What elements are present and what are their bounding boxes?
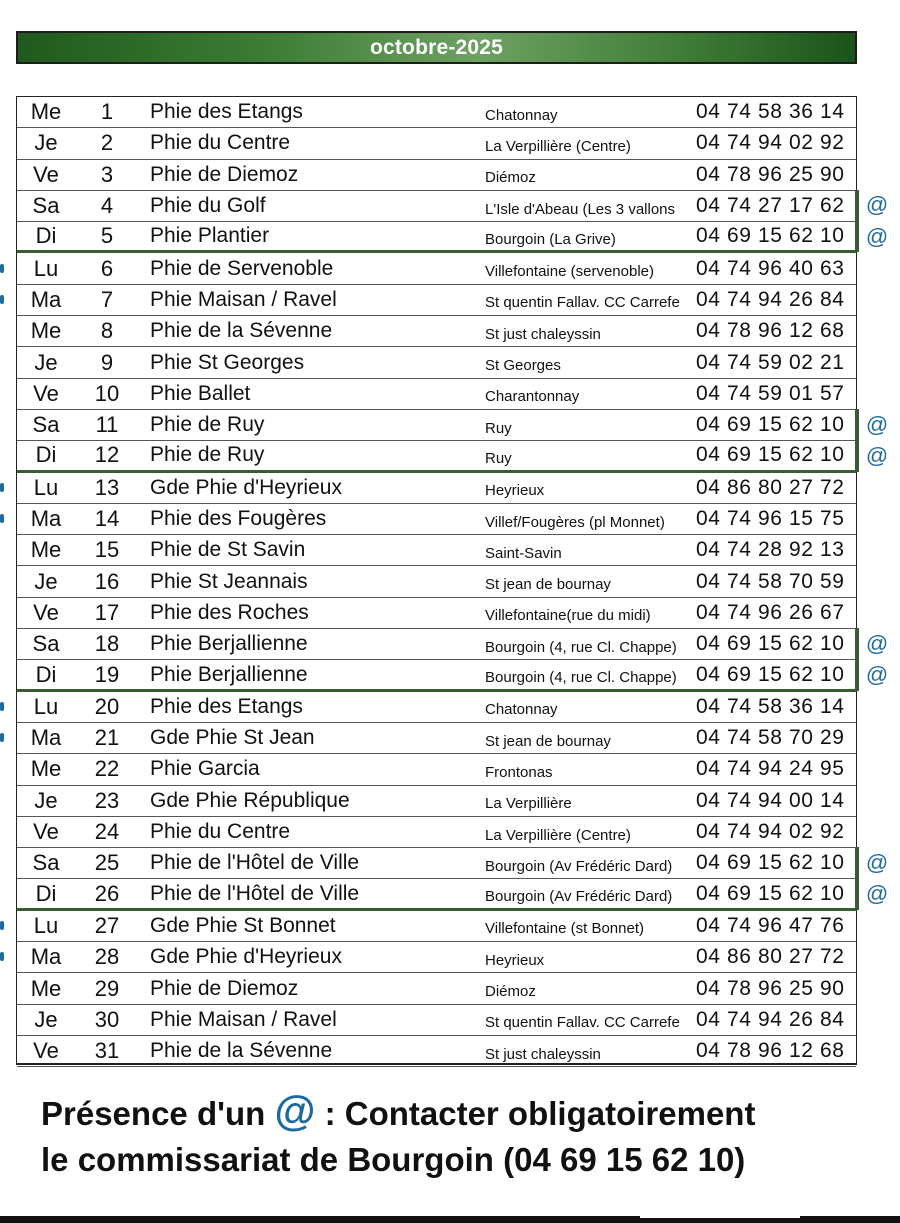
city-cell: Diémoz: [485, 983, 536, 1001]
table-row: [17, 567, 856, 598]
day-cell: Lu: [33, 693, 59, 719]
date-cell: 25: [94, 850, 120, 876]
city-cell: Chatonnay: [485, 701, 558, 719]
weekend-marker: [855, 409, 859, 472]
city-cell: St quentin Fallav. CC Carrefe: [485, 1014, 680, 1032]
phone-cell: 04 74 27 17 62: [696, 194, 845, 218]
at-icon: @: [274, 1087, 316, 1134]
day-cell: Ma: [30, 944, 62, 970]
table-row: [17, 1036, 856, 1067]
date-cell: 12: [94, 442, 120, 468]
pharmacy-name-cell: Phie de l'Hôtel de Ville: [150, 881, 360, 905]
day-cell: Lu: [33, 255, 59, 281]
date-cell: 31: [94, 1038, 120, 1064]
phone-cell: 04 78 96 12 68: [696, 319, 845, 343]
pharmacy-name-cell: Phie de Diemoz: [150, 162, 299, 186]
date-cell: 11: [95, 412, 119, 438]
table-row: [17, 1005, 856, 1036]
table-row: [17, 692, 856, 723]
at-icon: @: [865, 849, 889, 875]
city-cell: Bourgoin (Av Frédéric Dard): [485, 888, 673, 906]
date-cell: 18: [94, 631, 120, 657]
at-icon: @: [865, 223, 889, 249]
pharmacy-name-cell: Phie Ballet: [150, 381, 251, 405]
city-cell: Villefontaine (st Bonnet): [485, 920, 644, 938]
pharmacy-name-cell: Phie de l'Hôtel de Ville: [150, 851, 360, 875]
day-cell: Je: [34, 349, 58, 375]
day-cell: Je: [34, 568, 58, 594]
phone-cell: 04 74 94 24 95: [696, 757, 845, 781]
pharmacy-name-cell: Gde Phie St Jean: [150, 726, 315, 750]
city-cell: Bourgoin (4, rue Cl. Chappe): [485, 669, 677, 687]
pharmacy-name-cell: Phie de Diemoz: [150, 976, 299, 1000]
row-marker-dot: [0, 483, 4, 492]
phone-cell: 04 86 80 27 72: [696, 475, 845, 499]
city-cell: Saint-Savin: [485, 544, 562, 562]
phone-cell: 04 74 96 15 75: [696, 507, 845, 531]
weekend-marker: [855, 190, 859, 253]
date-cell: 13: [94, 474, 120, 500]
phone-cell: 04 74 58 36 14: [696, 100, 845, 124]
pharmacy-name-cell: Phie St Georges: [150, 350, 305, 374]
phone-cell: 04 69 15 62 10: [696, 224, 845, 248]
city-cell: Villefontaine(rue du midi): [485, 607, 651, 625]
date-cell: 27: [94, 912, 120, 938]
pharmacy-name-cell: Phie Garcia: [150, 757, 260, 781]
table-row: [17, 660, 856, 691]
day-cell: Ma: [30, 506, 62, 532]
day-cell: Di: [35, 880, 57, 906]
table-row: [17, 410, 856, 441]
city-cell: St jean de bournay: [485, 576, 611, 594]
date-cell: 21: [94, 725, 120, 751]
date-cell: 28: [94, 944, 120, 970]
phone-cell: 04 74 58 70 29: [696, 726, 845, 750]
phone-cell: 04 74 94 26 84: [696, 1007, 845, 1031]
table-row: [17, 880, 856, 911]
pharmacy-name-cell: Gde Phie d'Heyrieux: [150, 475, 342, 499]
pharmacy-name-cell: Phie des Roches: [150, 600, 309, 624]
day-cell: Ma: [30, 725, 62, 751]
day-cell: Me: [30, 537, 62, 563]
phone-cell: 04 74 94 02 92: [696, 820, 845, 844]
phone-cell: 04 78 96 25 90: [696, 162, 845, 186]
date-cell: 3: [100, 161, 114, 187]
date-cell: 30: [94, 1006, 120, 1032]
table-row: [17, 629, 856, 660]
pharmacy-name-cell: Phie Maisan / Ravel: [150, 1007, 337, 1031]
table-row: [17, 786, 856, 817]
phone-cell: 04 78 96 25 90: [696, 976, 845, 1000]
city-cell: La Verpillière (Centre): [485, 826, 631, 844]
date-cell: 19: [94, 661, 120, 687]
phone-cell: 04 69 15 62 10: [696, 443, 845, 467]
pharmacy-name-cell: Phie Berjallienne: [150, 632, 308, 656]
city-cell: Diémoz: [485, 169, 536, 187]
day-cell: Ve: [33, 380, 59, 406]
date-cell: 1: [100, 99, 114, 125]
phone-cell: 04 69 15 62 10: [696, 632, 845, 656]
date-cell: 4: [100, 193, 114, 219]
pharmacy-name-cell: Phie de la Sévenne: [150, 1039, 333, 1063]
table-row: [17, 911, 856, 942]
phone-cell: 04 78 96 12 68: [696, 1039, 845, 1063]
date-cell: 20: [94, 693, 120, 719]
date-cell: 24: [94, 819, 120, 845]
phone-cell: 04 74 59 02 21: [696, 350, 845, 374]
date-cell: 8: [100, 318, 114, 344]
row-marker-dot: [0, 952, 4, 961]
table-row: [17, 160, 856, 191]
city-cell: Bourgoin (La Grive): [485, 230, 616, 248]
pharmacy-name-cell: Phie de St Savin: [150, 538, 306, 562]
day-cell: Di: [35, 661, 57, 687]
day-cell: Je: [34, 1006, 58, 1032]
footer-prefix: Présence d'un: [41, 1095, 266, 1132]
phone-cell: 04 69 15 62 10: [696, 851, 845, 875]
pharmacy-name-cell: Phie St Jeannais: [150, 569, 308, 593]
table-row: [17, 817, 856, 848]
city-cell: Chatonnay: [485, 106, 558, 124]
footer-notice: [41, 1088, 871, 1183]
city-cell: L'Isle d'Abeau (Les 3 vallons: [485, 200, 676, 218]
table-row: [17, 97, 856, 128]
table-row: [17, 535, 856, 566]
phone-cell: 04 74 59 01 57: [696, 381, 845, 405]
row-marker-dot: [0, 264, 4, 273]
city-cell: St jean de bournay: [485, 732, 611, 750]
phone-cell: 04 74 58 36 14: [696, 694, 845, 718]
phone-cell: 04 86 80 27 72: [696, 945, 845, 969]
phone-cell: 04 74 94 26 84: [696, 287, 845, 311]
phone-cell: 04 69 15 62 10: [696, 881, 845, 905]
date-cell: 7: [100, 286, 114, 312]
city-cell: Ruy: [485, 449, 512, 467]
day-cell: Di: [35, 442, 57, 468]
pharmacy-name-cell: Phie de Servenoble: [150, 256, 334, 280]
at-icon: @: [865, 661, 889, 687]
at-icon: @: [865, 411, 889, 437]
table-row: [17, 473, 856, 504]
pharmacy-duty-table: [16, 96, 857, 1065]
table-row: [17, 191, 856, 222]
pharmacy-name-cell: Phie du Golf: [150, 194, 266, 218]
pharmacy-name-cell: Gde Phie d'Heyrieux: [150, 945, 342, 969]
date-cell: 10: [94, 380, 120, 406]
day-cell: Ve: [33, 599, 59, 625]
day-cell: Sa: [32, 412, 60, 438]
day-cell: Sa: [32, 193, 60, 219]
pharmacy-name-cell: Phie de Ruy: [150, 413, 265, 437]
table-row: [17, 942, 856, 973]
city-cell: Charantonnay: [485, 388, 580, 406]
pharmacy-name-cell: Phie Plantier: [150, 224, 270, 248]
date-cell: 6: [100, 255, 114, 281]
weekend-marker: [855, 628, 859, 691]
date-cell: 2: [100, 130, 114, 156]
day-cell: Di: [35, 223, 57, 249]
table-row: [17, 598, 856, 629]
table-row: [17, 723, 856, 754]
date-cell: 9: [100, 349, 114, 375]
table-row: [17, 128, 856, 159]
city-cell: Heyrieux: [485, 482, 545, 500]
day-cell: Me: [30, 99, 62, 125]
phone-cell: 04 74 96 26 67: [696, 600, 845, 624]
day-cell: Sa: [32, 850, 60, 876]
date-cell: 23: [94, 787, 120, 813]
phone-cell: 04 74 28 92 13: [696, 538, 845, 562]
phone-cell: 04 74 96 47 76: [696, 913, 845, 937]
city-cell: St quentin Fallav. CC Carrefe: [485, 294, 680, 312]
city-cell: Villefontaine (servenoble): [485, 263, 654, 281]
table-row: [17, 285, 856, 316]
city-cell: Bourgoin (4, rue Cl. Chappe): [485, 638, 677, 656]
pharmacy-name-cell: Phie du Centre: [150, 131, 291, 155]
date-cell: 15: [94, 537, 120, 563]
pharmacy-name-cell: Phie de Ruy: [150, 443, 265, 467]
city-cell: Villef/Fougères (pl Monnet): [485, 513, 665, 531]
pharmacy-name-cell: Phie des Etangs: [150, 100, 303, 124]
city-cell: Bourgoin (Av Frédéric Dard): [485, 857, 673, 875]
table-row: [17, 504, 856, 535]
pharmacy-name-cell: Phie du Centre: [150, 820, 291, 844]
table-row: [17, 754, 856, 785]
table-row: [17, 316, 856, 347]
day-cell: Ve: [33, 819, 59, 845]
table-row: [17, 379, 856, 410]
day-cell: Me: [30, 318, 62, 344]
row-marker-dot: [0, 702, 4, 711]
table-row: [17, 222, 856, 253]
phone-cell: 04 74 58 70 59: [696, 569, 845, 593]
day-cell: Ma: [30, 286, 62, 312]
table-row: [17, 848, 856, 879]
date-cell: 14: [94, 506, 120, 532]
day-cell: Ve: [33, 1038, 59, 1064]
row-marker-dot: [0, 921, 4, 930]
table-row: [17, 441, 856, 472]
pharmacy-name-cell: Phie Berjallienne: [150, 662, 308, 686]
day-cell: Me: [30, 756, 62, 782]
city-cell: Frontonas: [485, 763, 553, 781]
phone-cell: 04 69 15 62 10: [696, 413, 845, 437]
city-cell: St just chaleyssin: [485, 1045, 601, 1063]
weekend-marker: [855, 847, 859, 910]
pharmacy-name-cell: Gde Phie St Bonnet: [150, 913, 336, 937]
city-cell: St just chaleyssin: [485, 325, 601, 343]
date-cell: 16: [94, 568, 120, 594]
pharmacy-name-cell: Phie des Fougères: [150, 507, 327, 531]
bottom-bar-highlight: [640, 1216, 800, 1218]
city-cell: La Verpillière (Centre): [485, 137, 631, 155]
month-header: [16, 31, 857, 64]
day-cell: Me: [30, 975, 62, 1001]
table-row: [17, 347, 856, 378]
row-marker-dot: [0, 514, 4, 523]
table-row: [17, 973, 856, 1004]
row-marker-dot: [0, 733, 4, 742]
city-cell: St Georges: [485, 357, 561, 375]
pharmacy-name-cell: Phie des Etangs: [150, 694, 303, 718]
day-cell: Lu: [33, 912, 59, 938]
phone-cell: 04 69 15 62 10: [696, 662, 845, 686]
table-row: [17, 254, 856, 285]
day-cell: Sa: [32, 631, 60, 657]
date-cell: 26: [94, 880, 120, 906]
city-cell: Heyrieux: [485, 951, 545, 969]
date-cell: 17: [94, 599, 120, 625]
date-cell: 29: [94, 975, 120, 1001]
footer-line-2: le commissariat de Bourgoin (04 69 15 62 10): [41, 1141, 746, 1178]
city-cell: Ruy: [485, 419, 512, 437]
phone-cell: 04 74 94 02 92: [696, 131, 845, 155]
day-cell: Je: [34, 130, 58, 156]
day-cell: Ve: [33, 161, 59, 187]
at-icon: @: [865, 881, 889, 906]
day-cell: Lu: [33, 474, 59, 500]
footer-suffix: : Contacter obligatoirement: [324, 1095, 756, 1132]
phone-cell: 04 74 94 00 14: [696, 788, 845, 812]
city-cell: La Verpillière: [485, 795, 572, 813]
at-icon: @: [865, 630, 889, 656]
date-cell: 22: [94, 756, 120, 782]
row-marker-dot: [0, 295, 4, 304]
at-icon: @: [865, 192, 889, 218]
month-title: octobre-2025: [369, 36, 504, 59]
date-cell: 5: [100, 223, 114, 249]
pharmacy-name-cell: Phie Maisan / Ravel: [150, 287, 337, 311]
at-icon: @: [865, 442, 889, 468]
pharmacy-name-cell: Phie de la Sévenne: [150, 319, 333, 343]
pharmacy-name-cell: Gde Phie République: [150, 788, 350, 812]
footer-line-1: [41, 1088, 871, 1137]
day-cell: Je: [34, 787, 58, 813]
phone-cell: 04 74 96 40 63: [696, 256, 845, 280]
